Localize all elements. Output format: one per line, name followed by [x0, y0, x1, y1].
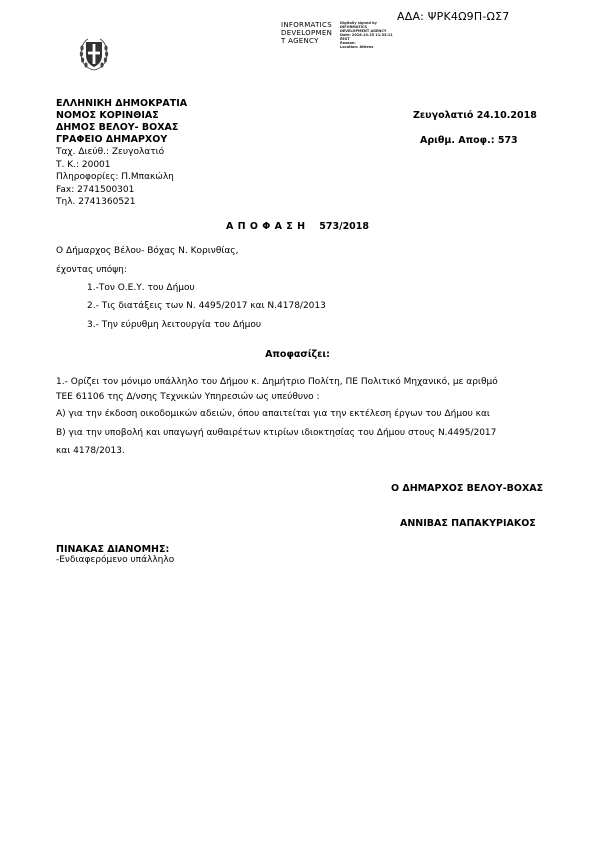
agency-line: INFORMATICS — [281, 21, 332, 29]
decision-line: Α) για την έκδοση οικοδομικών αδειών, όπου απαιτείται για την εκτέλεση έργων του Δήμου και — [56, 409, 490, 419]
greek-coat-of-arms-icon — [78, 36, 110, 72]
contact-line: Τ. Κ.: 20001 — [56, 159, 111, 170]
signature-detail-line: Reason: — [340, 41, 356, 45]
header-line: ΝΟΜΟΣ ΚΟΡΙΝΘΙΑΣ — [56, 110, 159, 121]
consideration-item: 2.- Τις διατάξεις των Ν. 4495/2017 και Ν.4178/2013 — [87, 301, 326, 311]
consideration-item: 1.-Τον Ο.Ε.Υ. του Δήμου — [87, 283, 195, 293]
decides-heading: Αποφασίζει: — [265, 349, 330, 360]
decision-line: Β) για την υποβολή και υπαγωγή αυθαιρέτων κτιρίων ιδιοκτησίας του Δήμου στους Ν.4495/2017 — [56, 428, 497, 438]
decision-line: ΤΕΕ 61106 της Δ/νσης Τεχνικών Υπηρεσιών ως υπεύθυνο : — [56, 392, 320, 402]
contact-line: Ταχ. Διεύθ.: Ζευγολατιό — [56, 147, 165, 157]
signature-detail-line: EEST — [340, 37, 350, 41]
header-line: ΕΛΛΗΝΙΚΗ ΔΗΜΟΚΡΑΤΙΑ — [56, 98, 188, 109]
signatory-title: Ο ΔΗΜΑΡΧΟΣ ΒΕΛΟΥ-ΒΟΧΑΣ — [391, 483, 544, 494]
distribution-heading: ΠΙΝΑΚΑΣ ΔΙΑΝΟΜΗΣ: — [56, 544, 170, 555]
signature-detail-line: INFORMATICS — [340, 25, 368, 29]
intro-text: Ο Δήμαρχος Βέλου- Βόχας Ν. Κορινθίας, — [56, 246, 239, 256]
signature-detail-line: Location: Athens — [340, 45, 374, 49]
signature-detail-line: Date: 2018.10.25 11:33:11 — [340, 33, 393, 37]
document-title — [0, 221, 595, 232]
agency-line: DEVELOPMEN — [281, 29, 333, 37]
contact-line: Fax: 2741500301 — [56, 184, 135, 195]
title-word: ΑΠΟΦΑΣΗ — [225, 221, 310, 232]
agency-line: T AGENCY — [281, 37, 319, 45]
contact-line: Πληροφορίες: Π.Μπακώλη — [56, 172, 174, 183]
decision-line: 1.- Ορίζει τον μόνιμο υπάλληλο του Δήμου κ. Δημήτριο Πολίτη, ΠΕ Πολιτικό Μηχανικό, με αριθμό — [56, 377, 498, 387]
contact-line: Τηλ. 2741360521 — [56, 197, 136, 208]
signature-detail-line: Digitally signed by — [340, 21, 377, 25]
header-line: ΓΡΑΦΕΙΟ ΔΗΜΑΡΧΟΥ — [56, 134, 168, 145]
signing-agency-label — [281, 21, 332, 45]
decision-number: Αριθμ. Αποφ.: 573 — [420, 135, 518, 146]
digital-signature-details — [340, 21, 393, 49]
contact-details — [56, 146, 174, 209]
title-number: 573/2018 — [319, 221, 370, 232]
having-considered-text: έχοντας υπόψη: — [56, 265, 127, 275]
signature-detail-line: DEVELOPMENT AGENCY — [340, 29, 387, 33]
ada-code: ΑΔΑ: ΨΡΚ4Ω9Π-ΩΣ7 — [397, 10, 510, 23]
decision-line: και 4178/2013. — [56, 446, 125, 456]
issuer-header — [56, 98, 187, 146]
distribution-item: -Ενδιαφερόμενο υπάλληλο — [56, 555, 175, 565]
signatory-name: ΑΝΝΙΒΑΣ ΠΑΠΑΚΥΡΙΑΚΟΣ — [400, 518, 536, 529]
consideration-item: 3.- Την εύρυθμη λειτουργία του Δήμου — [87, 320, 262, 330]
document-date: Ζευγολατιό 24.10.2018 — [413, 110, 537, 121]
header-line: ΔΗΜΟΣ ΒΕΛΟΥ- ΒΟΧΑΣ — [56, 122, 179, 133]
